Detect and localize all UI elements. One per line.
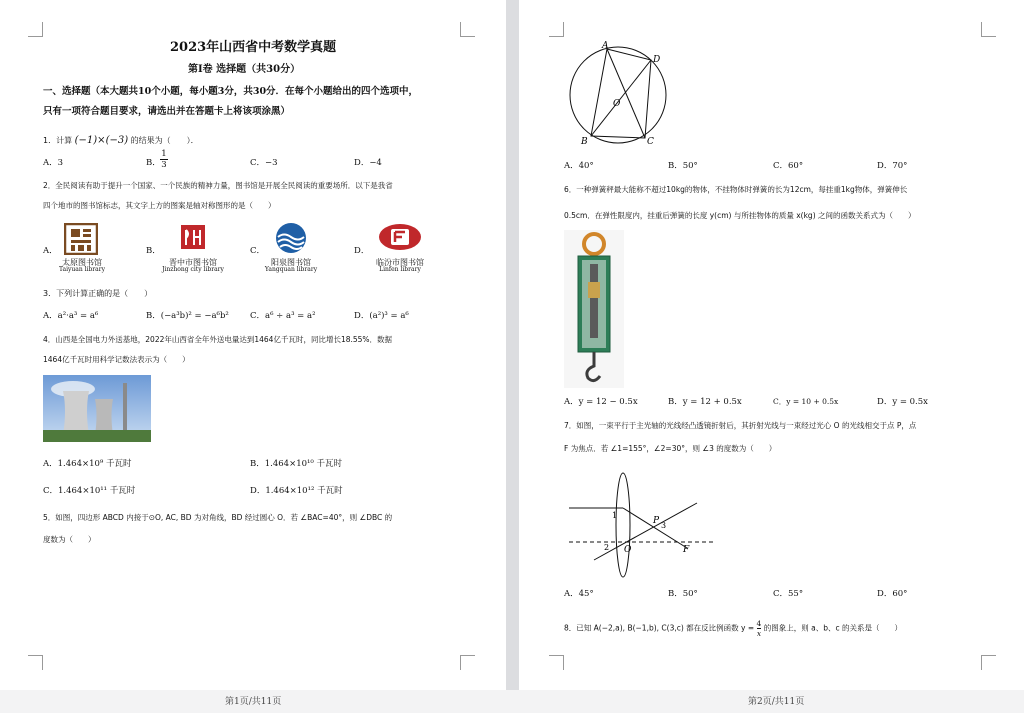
q7-stem-1: 7．如图，一束平行于主光轴的光线经凸透镜折射后，其折射光线与一束经过光心 O 的光线相交于点 P，点: [564, 421, 917, 430]
q6-stem-1: 6．一种弹簧秤最大能称不超过10kg的物体，不挂物体时弹簧的长为12cm，每挂重1kg物体，弹簧伸长: [564, 185, 908, 194]
section-instructions-2: 只有一项符合题目要求，请选出并在答题卡上将该项涂黑）: [43, 106, 291, 117]
q4-option-a: A．1.464×10⁹ 千瓦时: [43, 459, 132, 469]
jinzhong-library-caption: [155, 258, 231, 274]
q2-stem-2: 四个地市的图书馆标志，其文字上方的图案是轴对称图形的是（ ）: [43, 201, 276, 210]
q8-stem: [564, 619, 902, 638]
q6-option-a: A．y = 12 − 0.5x: [564, 397, 638, 407]
q5-stem-2: 度数为（ ）: [43, 535, 96, 544]
taiyuan-library-caption: [50, 258, 114, 274]
library-name-en: Taiyuan library: [58, 266, 106, 274]
crop-mark: [460, 655, 475, 670]
library-name-cn: 晋中市图书馆: [169, 258, 217, 267]
library-name-en: Jinzhong city library: [162, 266, 224, 274]
q2-option-c-label: C．: [250, 246, 266, 256]
library-name-cn: 临汾市图书馆: [376, 258, 424, 267]
library-name-cn: 阳泉图书馆: [271, 258, 311, 267]
q7-option-b: B．50°: [668, 589, 698, 599]
q7-option-d: D．60°: [877, 589, 908, 599]
q1-expression: (−1)×(−3): [74, 135, 129, 146]
q6-option-b: B．y = 12 + 0.5x: [668, 397, 742, 407]
q5-option-c: C．60°: [773, 161, 804, 171]
q1-option-c: C．−3: [250, 158, 278, 168]
q1-prefix: 1．计算: [43, 136, 73, 145]
q3-option-b: B．(−a³b)² = −a⁶b²: [146, 311, 229, 321]
q3-stem: 3．下列计算正确的是（ ）: [43, 289, 153, 298]
page-1-footer: 第1页/共11页: [225, 697, 282, 707]
q8-fraction: [757, 619, 762, 638]
yangquan-library-logo: [274, 221, 308, 255]
fraction-denominator: x: [756, 629, 762, 638]
q5-stem-1: 5．如图，四边形 ABCD 内接于⊙O, AC, BD 为对角线，BD 经过圆心 O．若 ∠BAC=40°，则 ∠DBC 的: [43, 513, 393, 522]
point-label-a: A: [602, 41, 609, 51]
q1-suffix: 的结果为（ ）．: [130, 136, 199, 145]
point-label-f: F: [683, 545, 690, 555]
q1-stem: [43, 135, 199, 147]
q4-stem-1: 4．山西是全国电力外送基地，2022年山西省全年外送电量达到1464亿千瓦时，同比增长18.55%．数据: [43, 335, 393, 344]
q4-stem-2: 1464亿千瓦时用科学记数法表示为（ ）: [43, 355, 190, 364]
q4-option-d: D．1.464×10¹² 千瓦时: [250, 486, 343, 496]
exam-title: 2023年山西省中考数学真题: [170, 40, 337, 55]
crop-mark: [28, 655, 43, 670]
linfen-library-caption: [362, 258, 438, 274]
q1-option-d: D．−4: [354, 158, 382, 168]
crop-mark: [981, 22, 996, 37]
part-title: 第Ⅰ卷 选择题（共30分）: [188, 64, 301, 75]
q7-lens-figure: [569, 470, 719, 580]
point-label-o: O: [613, 99, 621, 109]
taiyuan-library-logo: [64, 223, 98, 255]
fraction-numerator: 1: [161, 149, 167, 159]
linfen-library-logo: [378, 223, 422, 251]
q3-option-d: D．(a²)³ = a⁶: [354, 311, 409, 321]
q2-stem-1: 2．全民阅读有助于提升一个国家、一个民族的精神力量，图书馆是开展全民阅读的重要场所．以下是我省: [43, 181, 393, 190]
library-name-en: Yangquan library: [264, 266, 318, 274]
q5-option-b: B．50°: [668, 161, 698, 171]
q7-option-c: C．55°: [773, 589, 804, 599]
q5-circle-figure: [563, 40, 673, 148]
q8-prefix: 8．已知 A(−2,a), B(−1,b), C(3,c) 都在反比例函数 y =: [564, 623, 755, 633]
spring-scale-photo: [564, 230, 624, 388]
q2-option-a-label: A．: [43, 246, 58, 256]
q1-option-b-fraction: [160, 149, 168, 170]
angle-label-2: 2: [604, 543, 610, 552]
point-label-p: P: [653, 516, 660, 526]
q4-option-b: B．1.464×10¹⁰ 千瓦时: [250, 459, 343, 469]
document-page-1: [0, 0, 506, 690]
q3-option-c: C．a⁶ ÷ a³ = a²: [250, 311, 316, 321]
yangquan-library-caption: [258, 258, 324, 274]
jinzhong-library-logo: [178, 222, 208, 252]
page-gap: [506, 0, 519, 713]
power-plant-photo: [43, 375, 151, 442]
crop-mark: [981, 655, 996, 670]
page-2-footer: 第2页/共11页: [748, 697, 805, 707]
q4-option-c: C．1.464×10¹¹ 千瓦时: [43, 486, 136, 496]
section-instructions-1: 一、选择题（本大题共10个小题，每小题3分，共30分．在每个小题给出的四个选项中，: [43, 86, 419, 97]
q6-option-d: D．y = 0.5x: [877, 397, 928, 407]
q2-option-d-label: D．: [354, 246, 370, 256]
q1-option-b-label: B．: [146, 158, 161, 168]
library-name-en: Linfen library: [379, 266, 421, 274]
fraction-denominator: 3: [161, 160, 167, 171]
q7-option-a: A．45°: [564, 589, 594, 599]
q6-stem-2: 0.5cm．在弹性限度内，挂重后弹簧的长度 y(cm) 与所挂物体的质量 x(kg) 之间的函数关系式为（ ）: [564, 211, 916, 220]
q7-stem-2: F 为焦点．若 ∠1=155°，∠2=30°，则 ∠3 的度数为（ ）: [564, 444, 777, 453]
q1-option-a: A．3: [43, 158, 64, 168]
q8-suffix: 的图象上，则 a、b、c 的关系是（ ）: [763, 623, 902, 633]
q5-option-a: A．40°: [564, 161, 594, 171]
crop-mark: [549, 22, 564, 37]
point-label-b: B: [581, 137, 588, 147]
q3-option-a: A．a²·a³ = a⁶: [43, 311, 99, 321]
crop-mark: [549, 655, 564, 670]
point-label-d: D: [653, 55, 661, 65]
library-name-cn: 太原图书馆: [62, 258, 102, 267]
angle-label-1: 1: [612, 511, 618, 520]
crop-mark: [28, 22, 43, 37]
q2-option-b-label: B．: [146, 246, 161, 256]
status-strip: [0, 690, 1024, 713]
fraction-numerator: 4: [756, 619, 762, 628]
q6-option-c: C．y = 10 + 0.5x: [773, 397, 839, 406]
point-label-o: O: [624, 545, 632, 555]
document-page-2: [519, 0, 1024, 690]
q5-option-d: D．70°: [877, 161, 908, 171]
point-label-c: C: [647, 137, 654, 147]
angle-label-3: 3: [661, 521, 667, 530]
crop-mark: [460, 22, 475, 37]
